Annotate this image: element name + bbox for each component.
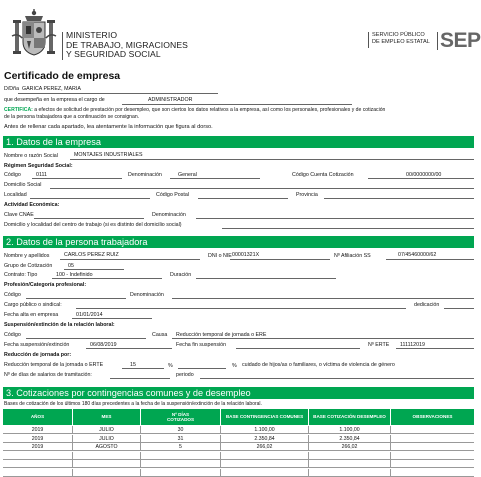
row-year [3, 460, 73, 468]
row-base-contingencias: 266,02 [221, 443, 309, 451]
table-row [3, 426, 474, 434]
row-month: JULIO [73, 435, 141, 443]
dni-label: DNI o NIE [208, 253, 232, 259]
reduccion-erte-value: 15 [130, 362, 136, 368]
row-base-contingencias [221, 460, 309, 468]
col-month: MES [73, 409, 141, 425]
row-days: 30 [141, 426, 221, 434]
suspension-label: Suspensión/extinción de la relación laboral: [4, 322, 115, 328]
section-1-header: 1. Datos de la empresa [3, 136, 474, 148]
certifica-text-1: a efectos de solicitud de prestación por desempleo, que son ciertos los datos relativos a la empresa, así como los personales, profesionales y de cotización [34, 107, 386, 113]
fecha-fin-label: Fecha fin suspensión [176, 342, 227, 348]
sepe-line-2: DE EMPLEO ESTATAL [372, 39, 430, 45]
profesion-denominacion-label: Denominación [130, 292, 164, 298]
actividad-label: Actividad Económica: [4, 202, 60, 208]
col-base-desempleo: BASE COTIZACIÓN DESEMPLEO [309, 409, 391, 425]
row-base-contingencias [221, 469, 309, 477]
fecha-alta-value: 01/01/2014 [76, 312, 103, 318]
dias-salarios-label: Nº de días de salarios de tramitación: [4, 372, 92, 378]
section-2-header: 2. Datos de la persona trabajadora [3, 236, 474, 248]
causa-label: Causa [152, 332, 168, 338]
table-row [3, 435, 474, 443]
col-base-contingencias: BASE CONTINGENCIAS COMUNES [221, 409, 309, 425]
erte-label: Nº ERTE [368, 342, 390, 348]
row-year: 2019 [3, 426, 73, 434]
col-observaciones: OBSERVACIONES [412, 414, 453, 420]
row-year: 2019 [3, 443, 73, 451]
col-years: AÑOS [3, 409, 73, 425]
periodo-label: periodo [176, 372, 194, 378]
company-name-label: Nombre o razón Social [4, 153, 58, 159]
profesion-label: Profesión/Categoría profesional: [4, 282, 87, 288]
cnae-denominacion-label: Denominación [152, 212, 186, 218]
row-year [3, 469, 73, 477]
row-days: 31 [141, 435, 221, 443]
table-row [3, 469, 474, 477]
row-month: JULIO [73, 426, 141, 434]
row-base-desempleo: 1.100,00 [309, 426, 391, 434]
instructions: Antes de rellenar cada apartado, lea atentamente la información que figura al dorso. [4, 124, 213, 130]
row-observaciones [391, 469, 474, 477]
row-year: 2019 [3, 435, 73, 443]
person-prefix: D/Dña [4, 86, 20, 92]
row-days [141, 460, 221, 468]
regimen-label: Régimen Seguridad Social: [4, 163, 73, 169]
row-observaciones [391, 435, 474, 443]
section-3-subtitle: Bases de cotización de los últimos 180 días precedentes a la fecha de la suspensión/extinción de la relación laboral. [4, 401, 262, 407]
row-days [141, 452, 221, 460]
dni-value: 00001321X [232, 252, 260, 258]
provincia-label: Provincia [296, 192, 318, 198]
row-month: AGOSTO [73, 443, 141, 451]
person-name: GARICA PEREZ, MARIA [22, 86, 81, 92]
cnae-label: Clave CNAE [4, 212, 34, 218]
erte-value: 111112019 [400, 342, 425, 348]
row-base-desempleo [309, 460, 391, 468]
sepe-line-1: SERVICIO PÚBLICO [372, 32, 425, 38]
row-observaciones [391, 426, 474, 434]
cp-label: Código Postal [156, 192, 189, 198]
table-row [3, 443, 474, 451]
contrato-label: Contrato: Tipo [4, 272, 38, 278]
afiliacion-value: 07/45460000/62 [398, 252, 437, 258]
susp-code-label: Código [4, 332, 21, 338]
ministry-line-1: MINISTERIO [66, 30, 118, 40]
table-row [3, 452, 474, 460]
reduccion-label: Reducción de jornada por: [4, 352, 72, 358]
grupo-value: 05 [68, 263, 74, 269]
afiliacion-label: Nº Afiliación SS [334, 253, 371, 259]
row-year [3, 452, 73, 460]
role-value: ADMINISTRADOR [148, 97, 193, 103]
ministry-line-3: Y SEGURIDAD SOCIAL [66, 49, 161, 59]
row-base-contingencias [221, 452, 309, 460]
row-month [73, 460, 141, 468]
sepe-text [372, 32, 430, 46]
row-observaciones [391, 460, 474, 468]
certifica-line-1 [4, 107, 385, 113]
company-name-value: MONTAJES INDUSTRIALES [74, 152, 143, 158]
document-header [0, 0, 481, 66]
regimen-code-value: 0111 [36, 172, 47, 178]
profesion-code-label: Código [4, 292, 21, 298]
row-month [73, 469, 141, 477]
row-base-desempleo: 266,02 [309, 443, 391, 451]
dedicacion-label: dedicación [414, 302, 440, 308]
fecha-susp-label: Fecha suspensión/extinción [4, 342, 70, 348]
page-title: Certificado de empresa [4, 70, 121, 82]
grupo-label: Grupo de Cotización [4, 263, 53, 269]
ministry-name [66, 31, 188, 60]
regimen-code-label: Código [4, 172, 21, 178]
percent-symbol-2: % [232, 363, 237, 369]
row-base-desempleo [309, 469, 391, 477]
localidad-label: Localidad [4, 192, 27, 198]
row-month [73, 452, 141, 460]
domicilio-label: Domicilio Social [4, 182, 42, 188]
table-header [3, 409, 474, 425]
ministry-line-2: DE TRABAJO, MIGRACIONES [66, 39, 188, 50]
regimen-denominacion-value: General [178, 172, 197, 178]
cargo-label: Cargo público o sindical: [4, 302, 62, 308]
row-base-contingencias: 2.350,84 [221, 435, 309, 443]
certifica-text-2: de la persona trabajadora que a continuación se consignan. [4, 114, 140, 120]
fecha-alta-label: Fecha alta en empresa [4, 312, 59, 318]
row-days: 5 [141, 443, 221, 451]
cuidado-label: cuidado de hijos/as o familiares, o víctima de violencia de género [242, 362, 395, 368]
row-base-desempleo [309, 452, 391, 460]
role-text: que desempeña en la empresa el cargo de [4, 97, 105, 103]
worker-name-value: CARLOS PEREZ RUIZ [64, 252, 119, 258]
causa-value: Reducción temporal de jornada o ERE [176, 332, 267, 338]
sepe-logo-text: SEP [440, 29, 481, 52]
percent-symbol-1: % [168, 363, 173, 369]
regimen-denominacion-label: Denominación [128, 172, 162, 178]
worker-name-label: Nombre y apellidos [4, 253, 50, 259]
ccc-label: Código Cuenta Cotización [292, 172, 354, 178]
col-days: Nº DÍAS COTIZADOS [141, 409, 221, 425]
certifica-label: CERTIFICA: [4, 107, 33, 113]
centro-label: Domicilio y localidad del centro de trabajo (si es distinto del domicilio social) [4, 222, 182, 228]
table-row [3, 460, 474, 468]
coat-of-arms-logo [10, 8, 58, 60]
contrato-value: 100 - Indefinido [56, 272, 93, 278]
row-days [141, 469, 221, 477]
reduccion-erte-label: Reducción temporal de la jornada o ERTE [4, 362, 104, 368]
row-base-desempleo: 2.350,84 [309, 435, 391, 443]
row-observaciones [391, 452, 474, 460]
ccc-value: 00/0000000/00 [406, 172, 442, 178]
fecha-susp-value: 06/08/2019 [90, 342, 117, 348]
row-base-contingencias: 1.100,00 [221, 426, 309, 434]
duracion-label: Duración [170, 272, 192, 278]
row-observaciones [391, 443, 474, 451]
sepe-logo [440, 29, 481, 53]
section-3-header: 3. Cotizaciones por contingencias comunes y de desempleo [3, 387, 474, 399]
